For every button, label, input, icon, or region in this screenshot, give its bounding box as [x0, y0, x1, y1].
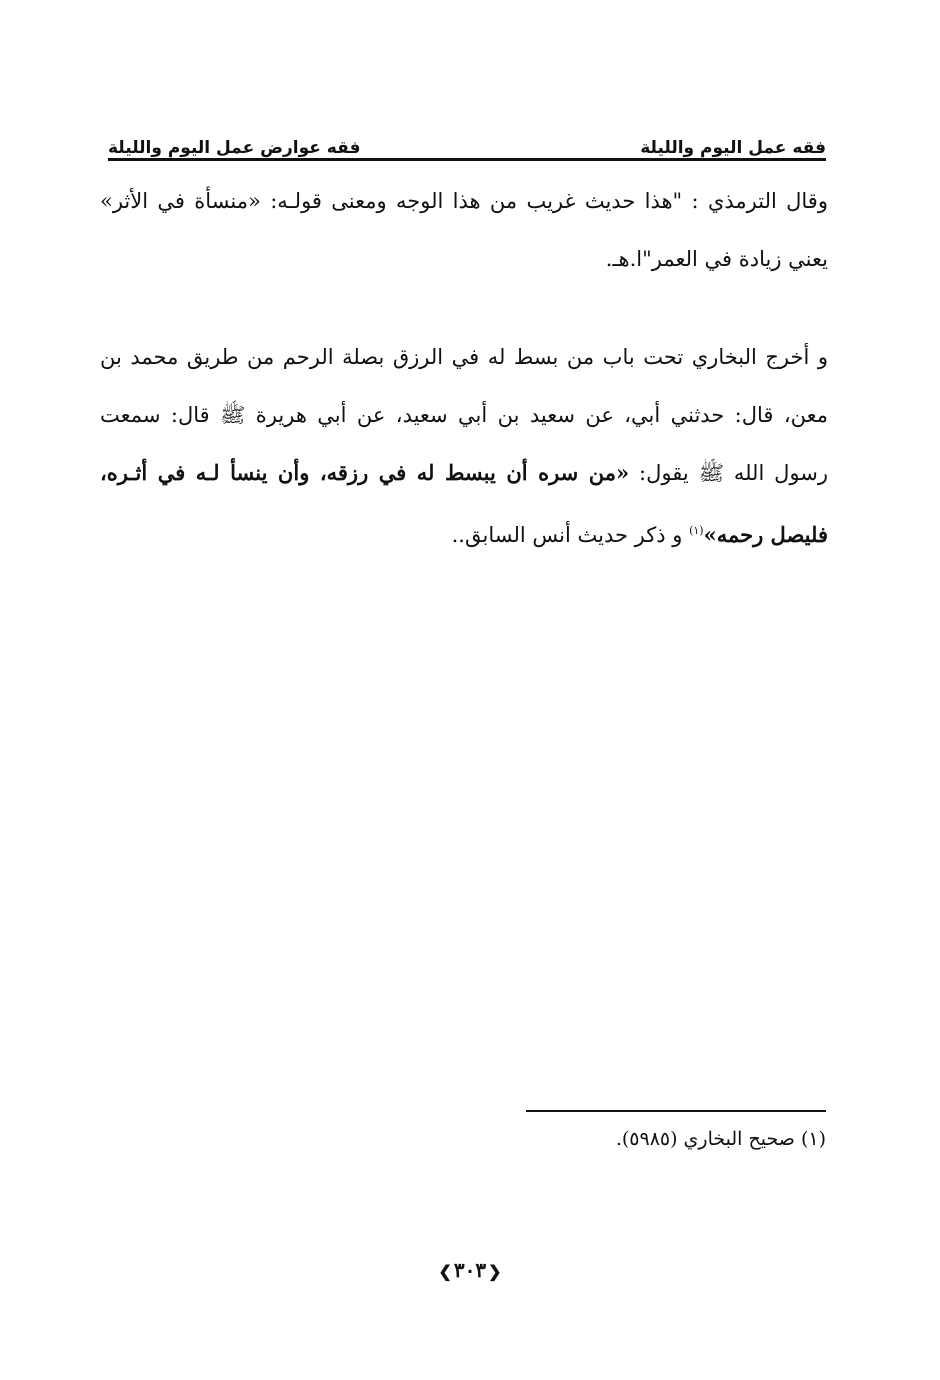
paragraph-end: و ذكر حديث أنس السابق.. — [451, 523, 690, 547]
header-rule — [108, 158, 826, 161]
footnote: (١) صحيح البخاري (٥٩٨٥). — [615, 1128, 826, 1150]
footnote-rule — [526, 1110, 826, 1112]
ornament-right-icon: ❯ — [438, 1262, 452, 1281]
paragraph-tirmidhi: وقال الترمذي : "هذا حديث غريب من هذا الوجه ومعنى قولـه: «منسأة في الأثر» يعني زيادة في العمر"ا.هـ. — [100, 189, 828, 271]
hadith-text: «من سره أن يبسط له في رزقه، وأن ينسأ لـه في أثـره، فليصل رحمه» — [100, 460, 828, 547]
page-number-value: ٣٠٣ — [453, 1258, 487, 1282]
paragraph-intro: و أخرج البخاري تحت باب من بسط له في الرزق بصلة الرحم من طريق محمد بن معن، قال: حدثني أبي، عن سعيد بن أبي سعيد، عن أبي هريرة ﷺ قال: سمعت رسول الله ﷺ يقول: — [100, 345, 829, 485]
footnote-marker[interactable]: (١) — [689, 524, 704, 537]
header-left-title: فقه عوارض عمل اليوم والليلة — [108, 138, 361, 158]
paragraph-bukhari — [100, 328, 828, 564]
running-header — [108, 128, 826, 158]
paragraph-gap — [100, 288, 828, 328]
page-number — [0, 1258, 940, 1282]
body-text — [100, 172, 828, 564]
ornament-left-icon: ❮ — [488, 1262, 502, 1281]
header-right-title: فقه عمل اليوم والليلة — [640, 138, 826, 158]
